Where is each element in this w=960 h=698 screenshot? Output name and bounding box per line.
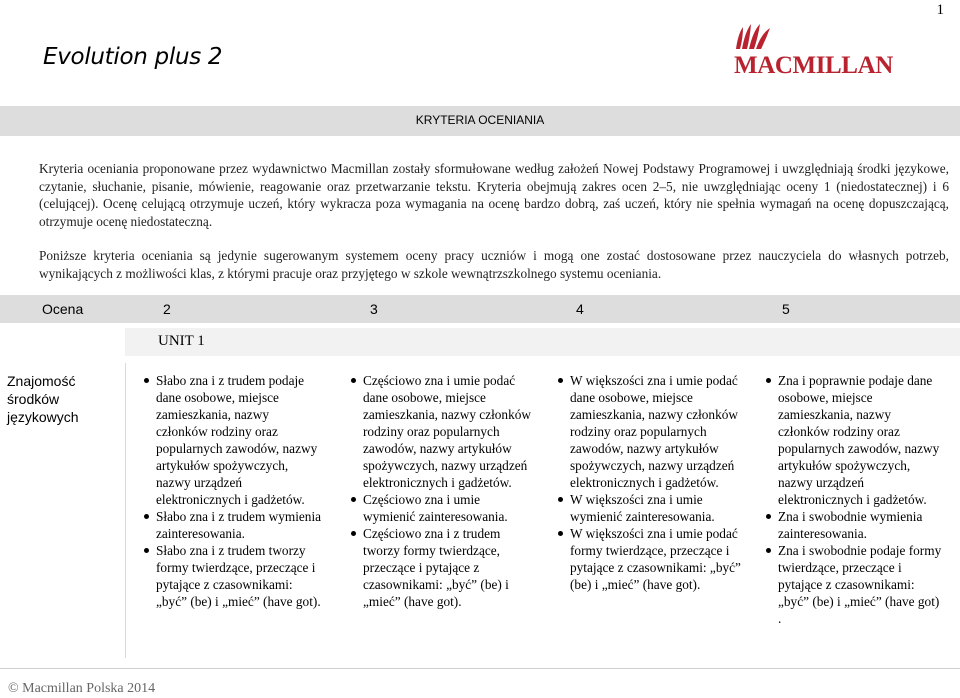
grade-header-4: 4 — [576, 301, 584, 317]
criterion-label: Znajomość środków językowych — [7, 373, 79, 425]
grade-header-bar — [0, 295, 960, 323]
macmillan-flame-icon — [734, 22, 774, 52]
list-item: Częściowo zna i umie wymienić zainteresowania. — [350, 491, 535, 525]
criterion-cell — [0, 363, 126, 658]
logo-wordmark: MACMILLAN — [734, 52, 893, 79]
grade-4-list — [557, 372, 747, 593]
intro-paragraph-1: Kryteria oceniania proponowane przez wydawnictwo Macmillan zostały sformułowane według założeń Nowej Podstawy Programowej i uwzględniają środki językowe, czytanie, słuchanie, pisanie, mówienie, reagowanie oraz przetwarzanie tekstu. Kryteria obejmują zakres ocen 2–5, nie uwzględniając oceny 1 (niedostatecznej) i 6 (celującej). Ocenę celującą otrzymuje uczeń, który wykracza poza wymagania na ocenę bardzo dobrą, zaś uczeń, który nie spełnia wymagań na ocenę dopuszczającą, otrzymuje ocenę niedostateczną. — [39, 161, 949, 229]
unit-title: UNIT 1 — [158, 333, 205, 349]
grade-5-column — [765, 363, 945, 658]
grade-3-list — [350, 372, 535, 610]
list-item: Zna i poprawnie podaje dane osobowe, miejsce zamieszkania, nazwy członków rodziny oraz popularnych zawodów, nazwy artykułów spożywczych, nazwy urządzeń elektronicznych i gadżetów. — [765, 372, 945, 508]
list-item: W większości zna i umie podać dane osobowe, miejsce zamieszkania, nazwy członków rodziny oraz popularnych zawodów, nazwy artykułów spożywczych, nazwy urządzeń elektronicznych i gadżetów. — [557, 372, 747, 491]
unit-header — [125, 328, 960, 356]
macmillan-logo — [734, 22, 893, 80]
list-item: W większości zna i umie podać formy twierdzące, przeczące i pytające z czasownikami: „być” (be) i „mieć” (have got). — [557, 525, 747, 593]
list-item: Słabo zna i z trudem wymienia zainteresowania. — [143, 508, 323, 542]
list-item: Słabo zna i z trudem tworzy formy twierdzące, przeczące i pytające z czasownikami: „być” (be) i „mieć” (have got). — [143, 542, 323, 610]
list-item: Słabo zna i z trudem podaje dane osobowe, miejsce zamieszkania, nazwy członków rodziny oraz popularnych zawodów, nazwy artykułów spożywczych, nazwy urządzeń elektronicznych i gadżetów. — [143, 372, 323, 508]
list-item: Zna i swobodnie podaje formy twierdzące, przeczące i pytające z czasownikami: „być” (be) i „mieć” (have got) . — [765, 542, 945, 627]
section-title: KRYTERIA OCENIANIA — [415, 113, 545, 127]
grade-3-column — [350, 363, 535, 658]
list-item: W większości zna i umie wymienić zainteresowania. — [557, 491, 747, 525]
document-title: Evolution plus 2 — [43, 44, 223, 70]
list-item: Zna i swobodnie wymienia zainteresowania. — [765, 508, 945, 542]
list-item: Częściowo zna i umie podać dane osobowe, miejsce zamieszkania, nazwy członków rodziny oraz popularnych zawodów, nazwy artykułów spożywczych, nazwy urządzeń elektronicznych i gadżetów. — [350, 372, 535, 491]
grade-4-column — [557, 363, 747, 658]
grade-5-list — [765, 372, 945, 627]
grade-2-list — [143, 372, 323, 610]
grade-header-3: 3 — [370, 301, 378, 317]
grade-2-column — [143, 363, 323, 658]
section-title-bar — [0, 106, 960, 136]
page-number: 1 — [936, 2, 944, 18]
grade-header-2: 2 — [163, 301, 171, 317]
footer-divider — [0, 668, 960, 669]
copyright-footer: © Macmillan Polska 2014 — [8, 681, 156, 696]
rubric-table — [0, 363, 960, 658]
grade-header-label: Ocena — [42, 301, 84, 317]
intro-paragraph-2: Poniższe kryteria oceniania są jedynie sugerowanym systemem oceny pracy uczniów i mogą one zostać dostosowane przez nauczyciela do własnych potrzeb, wynikających z możliwości klas, z którymi pracuje oraz przyjętego w szkole wewnątrzszkolnego systemu oceniania. — [39, 248, 949, 281]
grade-header-5: 5 — [782, 301, 790, 317]
list-item: Częściowo zna i z trudem tworzy formy twierdzące, przeczące i pytające z czasownikami: „być” (be) i „mieć” (have got). — [350, 525, 535, 610]
